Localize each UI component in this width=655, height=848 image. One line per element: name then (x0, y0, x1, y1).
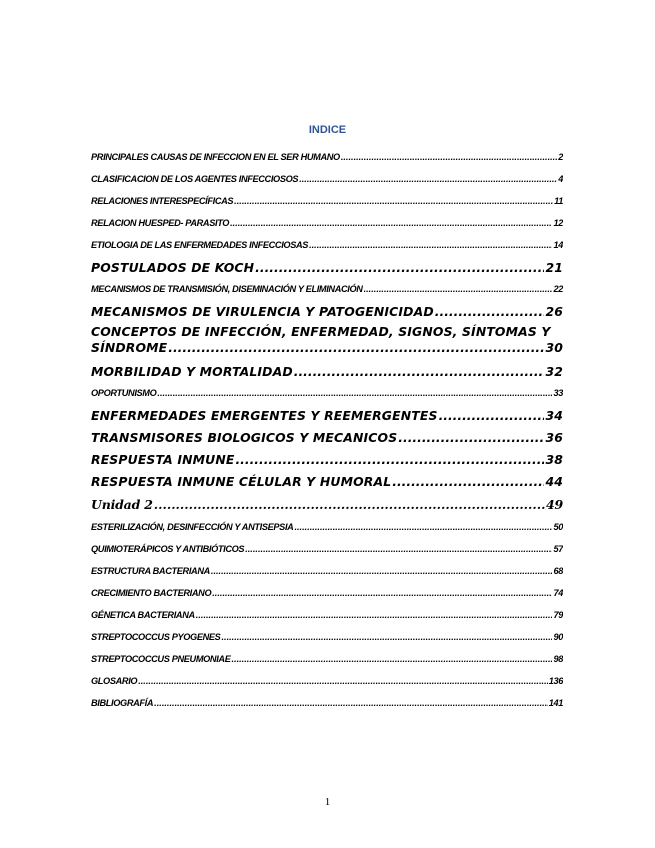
toc-entry-label: OPORTUNISMO (91, 388, 157, 398)
toc-entry-label: GÉNETICA BACTERIANA (91, 610, 195, 620)
toc-entry[interactable] (91, 650, 563, 672)
toc-entry-page-number: 12 (553, 218, 563, 228)
toc-entry-label: TRANSMISORES BIOLOGICOS Y MECANICOS (91, 430, 398, 445)
toc-entry-page-number: 21 (545, 260, 563, 275)
toc-entry[interactable] (91, 362, 563, 384)
toc-entry-page-number: 44 (545, 474, 563, 489)
toc-entry-label: CLASIFICACION DE LOS AGENTES INFECCIOSOS (91, 174, 299, 184)
toc-leader-dots (341, 148, 557, 166)
toc-entry-label: CRECIMIENTO BACTERIANO (91, 588, 212, 598)
toc-entry[interactable] (91, 494, 563, 518)
toc-leader-dots (154, 494, 545, 516)
toc-entry-label: RELACIONES INTERESPECÍFICAS (91, 196, 234, 206)
toc-entry-page-number: 74 (553, 588, 563, 598)
toc-entry-page-number: 98 (553, 654, 563, 664)
toc-entry-page-number: 68 (553, 566, 563, 576)
toc-entry-page-number: 33 (553, 388, 563, 398)
toc-leader-dots (230, 214, 552, 232)
toc-entry-page-number: 50 (553, 522, 563, 532)
toc-entry[interactable] (91, 540, 563, 562)
toc-entry[interactable] (91, 214, 563, 236)
toc-leader-dots (212, 584, 552, 602)
toc-entry-label: CONCEPTOS DE INFECCIÓN, ENFERMEDAD, SIGNOS, SÍNTOMAS Y (91, 324, 551, 339)
toc-entry[interactable] (91, 324, 563, 362)
toc-leader-dots (235, 450, 544, 470)
toc-entry-page-number: 34 (545, 408, 563, 423)
toc-entry-label: RESPUESTA INMUNE CÉLULAR Y HUMORAL (91, 474, 392, 489)
toc-entry[interactable] (91, 472, 563, 494)
toc-leader-dots (255, 258, 544, 278)
toc-entry[interactable] (91, 450, 563, 472)
toc-entry-page-number: 38 (545, 452, 563, 467)
toc-entry-page-number: 57 (553, 544, 563, 554)
toc-entry[interactable] (91, 406, 563, 428)
toc-entry-label: GLOSARIO (91, 676, 138, 686)
toc-entry-page-number: 32 (545, 364, 563, 379)
toc-entry[interactable] (91, 236, 563, 258)
toc-leader-dots (294, 518, 552, 536)
toc-entry-page-number: 79 (553, 610, 563, 620)
toc-entry-page-number: 2 (558, 152, 563, 162)
toc-entry-label: MECANISMOS DE TRANSMISIÓN, DISEMINACIÓN Y ELIMINACIÓN (91, 284, 363, 294)
toc-entry[interactable] (91, 694, 563, 716)
toc-entry-page-number: 49 (546, 497, 563, 512)
toc-entry-label-continued: SÍNDROME (91, 340, 168, 355)
toc-entry-label: RESPUESTA INMUNE (91, 452, 235, 467)
toc-entry-label: PRINCIPALES CAUSAS DE INFECCION EN EL SER HUMANO (91, 152, 340, 162)
toc-entry[interactable] (91, 384, 563, 406)
toc-entry[interactable] (91, 428, 563, 450)
toc-leader-dots (138, 672, 548, 690)
toc-entry-label: STREPTOCOCCUS PYOGENES (91, 632, 221, 642)
toc-list (91, 148, 563, 716)
toc-leader-dots (439, 406, 545, 426)
toc-leader-dots (245, 540, 552, 558)
toc-entry-page-number: 11 (554, 196, 563, 206)
toc-title: INDICE (308, 124, 347, 136)
toc-entry-label: QUIMIOTERÁPICOS Y ANTIBIÓTICOS (91, 544, 245, 554)
toc-entry-page-number: 14 (553, 240, 563, 250)
toc-entry[interactable] (91, 672, 563, 694)
toc-leader-dots (168, 340, 544, 356)
toc-leader-dots (231, 650, 552, 668)
toc-entry-page-number: 90 (553, 632, 563, 642)
toc-leader-dots (211, 562, 553, 580)
toc-entry[interactable] (91, 562, 563, 584)
toc-entry-label: ESTRUCTURA BACTERIANA (91, 566, 210, 576)
toc-entry-page-number: 141 (548, 698, 563, 708)
toc-entry[interactable] (91, 192, 563, 214)
toc-entry-page-number: 4 (558, 174, 563, 184)
toc-entry-page-number: 26 (545, 304, 563, 319)
page-number: 1 (324, 796, 331, 808)
toc-entry[interactable] (91, 280, 563, 302)
toc-leader-dots (309, 236, 552, 254)
toc-leader-dots (435, 302, 545, 322)
toc-entry-label: ETIOLOGIA DE LAS ENFERMEDADES INFECCIOSAS (91, 240, 309, 250)
toc-entry-page-number: 136 (548, 676, 563, 686)
toc-entry-label: BIBLIOGRAFÍA (91, 698, 154, 708)
toc-entry-label: ESTERILIZACIÓN, DESINFECCIÓN Y ANTISEPSIA (91, 522, 294, 532)
toc-entry[interactable] (91, 148, 563, 170)
toc-leader-dots (392, 472, 544, 492)
toc-entry-page-number: 36 (545, 430, 563, 445)
toc-leader-dots (299, 170, 557, 188)
toc-leader-dots (154, 694, 548, 712)
toc-entry-page-number: 30 (545, 340, 563, 355)
toc-entry-label: RELACION HUESPED- PARASITO (91, 218, 230, 228)
toc-entry[interactable] (91, 606, 563, 628)
toc-leader-dots (157, 384, 552, 402)
toc-entry[interactable] (91, 584, 563, 606)
toc-leader-dots (364, 280, 553, 298)
toc-entry-page-number: 22 (553, 284, 563, 294)
toc-entry-label: Unidad 2 (91, 497, 153, 512)
toc-leader-dots (196, 606, 553, 624)
toc-entry-label: MORBILIDAD Y MORTALIDAD (91, 364, 293, 379)
toc-entry[interactable] (91, 258, 563, 280)
toc-entry[interactable] (91, 518, 563, 540)
toc-entry-label: ENFERMEDADES EMERGENTES Y REEMERGENTES (91, 408, 438, 423)
toc-entry[interactable] (91, 170, 563, 192)
toc-entry[interactable] (91, 302, 563, 324)
toc-leader-dots (398, 428, 544, 448)
toc-leader-dots (294, 362, 545, 382)
toc-leader-dots (234, 192, 553, 210)
toc-entry[interactable] (91, 628, 563, 650)
toc-entry-label: STREPTOCOCCUS PNEUMONIAE (91, 654, 231, 664)
toc-entry-label: MECANISMOS DE VIRULENCIA Y PATOGENICIDAD (91, 304, 434, 319)
toc-entry-label: POSTULADOS DE KOCH (91, 260, 255, 275)
toc-leader-dots (221, 628, 552, 646)
